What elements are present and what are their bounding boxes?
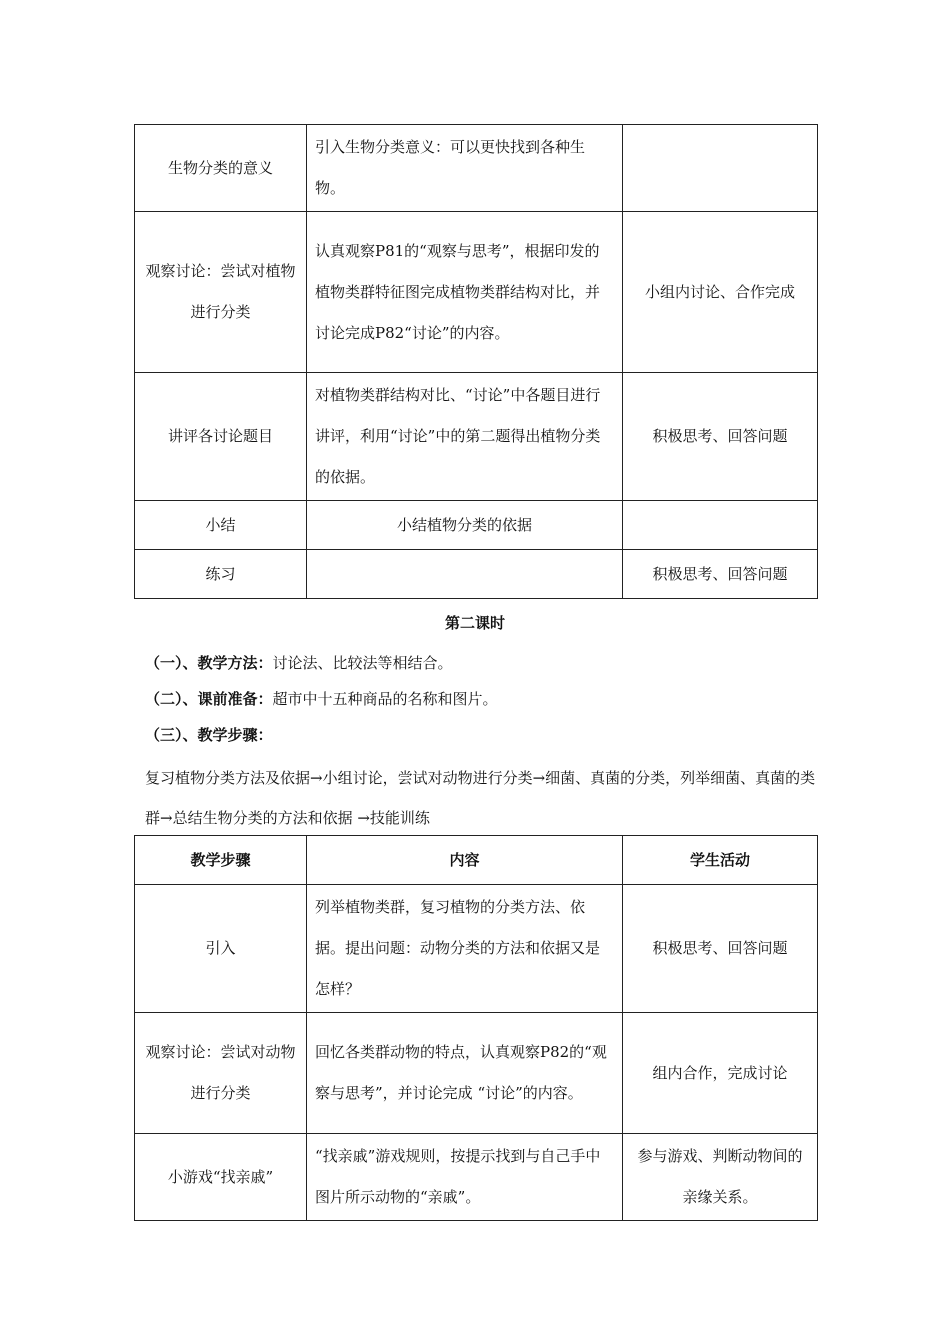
content-cell: 引入生物分类意义：可以更快找到各种生物。 bbox=[307, 125, 623, 212]
content-cell bbox=[307, 550, 623, 599]
step-cell: 小游戏“找亲戚” bbox=[135, 1134, 307, 1221]
step-cell: 观察讨论：尝试对动物进行分类 bbox=[135, 1013, 307, 1134]
preparation-label: （二）、课前准备： bbox=[145, 690, 273, 708]
step-cell: 练习 bbox=[135, 550, 307, 599]
step-cell: 讲评各讨论题目 bbox=[135, 373, 307, 501]
header-content: 内容 bbox=[307, 836, 623, 885]
table-row bbox=[135, 373, 818, 501]
content-cell: 列举植物类群，复习植物的分类方法、依据。提出问题：动物分类的方法和依据又是怎样？ bbox=[307, 885, 623, 1013]
activity-cell: 积极思考、回答问题 bbox=[623, 373, 818, 501]
preparation-line bbox=[145, 688, 498, 709]
content-cell: “找亲戚”游戏规则，按提示找到与自己手中图片所示动物的“亲戚”。 bbox=[307, 1134, 623, 1221]
content-cell: 对植物类群结构对比、“讨论”中各题目进行讲评，利用“讨论”中的第二题得出植物分类的依据。 bbox=[307, 373, 623, 501]
activity-cell: 参与游戏、判断动物间的亲缘关系。 bbox=[623, 1134, 818, 1221]
step-cell: 观察讨论：尝试对植物进行分类 bbox=[135, 212, 307, 373]
header-step: 教学步骤 bbox=[135, 836, 307, 885]
activity-cell: 组内合作，完成讨论 bbox=[623, 1013, 818, 1134]
steps-label: （三）、教学步骤： bbox=[145, 726, 273, 744]
lesson-table-2 bbox=[134, 835, 818, 1221]
table-header-row bbox=[135, 836, 818, 885]
lesson-table-1 bbox=[134, 124, 818, 599]
table-row bbox=[135, 212, 818, 373]
content-cell: 回忆各类群动物的特点，认真观察P82的“观察与思考”，并讨论完成 “讨论”的内容。 bbox=[307, 1013, 623, 1134]
table-row bbox=[135, 125, 818, 212]
table-row bbox=[135, 885, 818, 1013]
table-row bbox=[135, 1013, 818, 1134]
content-cell: 小结植物分类的依据 bbox=[307, 501, 623, 550]
steps-line bbox=[145, 724, 273, 745]
activity-cell: 积极思考、回答问题 bbox=[623, 550, 818, 599]
step-cell: 小结 bbox=[135, 501, 307, 550]
step-cell: 生物分类的意义 bbox=[135, 125, 307, 212]
teaching-flow: 复习植物分类方法及依据→小组讨论，尝试对动物进行分类→细菌、真菌的分类，列举细菌、真菌的类群→总结生物分类的方法和依据 →技能训练 bbox=[145, 769, 816, 827]
activity-cell bbox=[623, 501, 818, 550]
step-cell: 引入 bbox=[135, 885, 307, 1013]
header-activity: 学生活动 bbox=[623, 836, 818, 885]
section-title: 第二课时 bbox=[444, 614, 505, 632]
table-row bbox=[135, 501, 818, 550]
table-row bbox=[135, 1134, 818, 1221]
table-row bbox=[135, 550, 818, 599]
activity-cell bbox=[623, 125, 818, 212]
activity-cell: 小组内讨论、合作完成 bbox=[623, 212, 818, 373]
preparation-text: 超市中十五种商品的名称和图片。 bbox=[272, 690, 498, 708]
method-label: （一）、教学方法： bbox=[145, 654, 273, 672]
method-text: 讨论法、比较法等相结合。 bbox=[272, 654, 453, 672]
content-cell: 认真观察P81的“观察与思考”，根据印发的植物类群特征图完成植物类群结构对比，并讨论完成P82“讨论”的内容。 bbox=[307, 212, 623, 373]
method-line bbox=[145, 652, 453, 673]
activity-cell: 积极思考、回答问题 bbox=[623, 885, 818, 1013]
